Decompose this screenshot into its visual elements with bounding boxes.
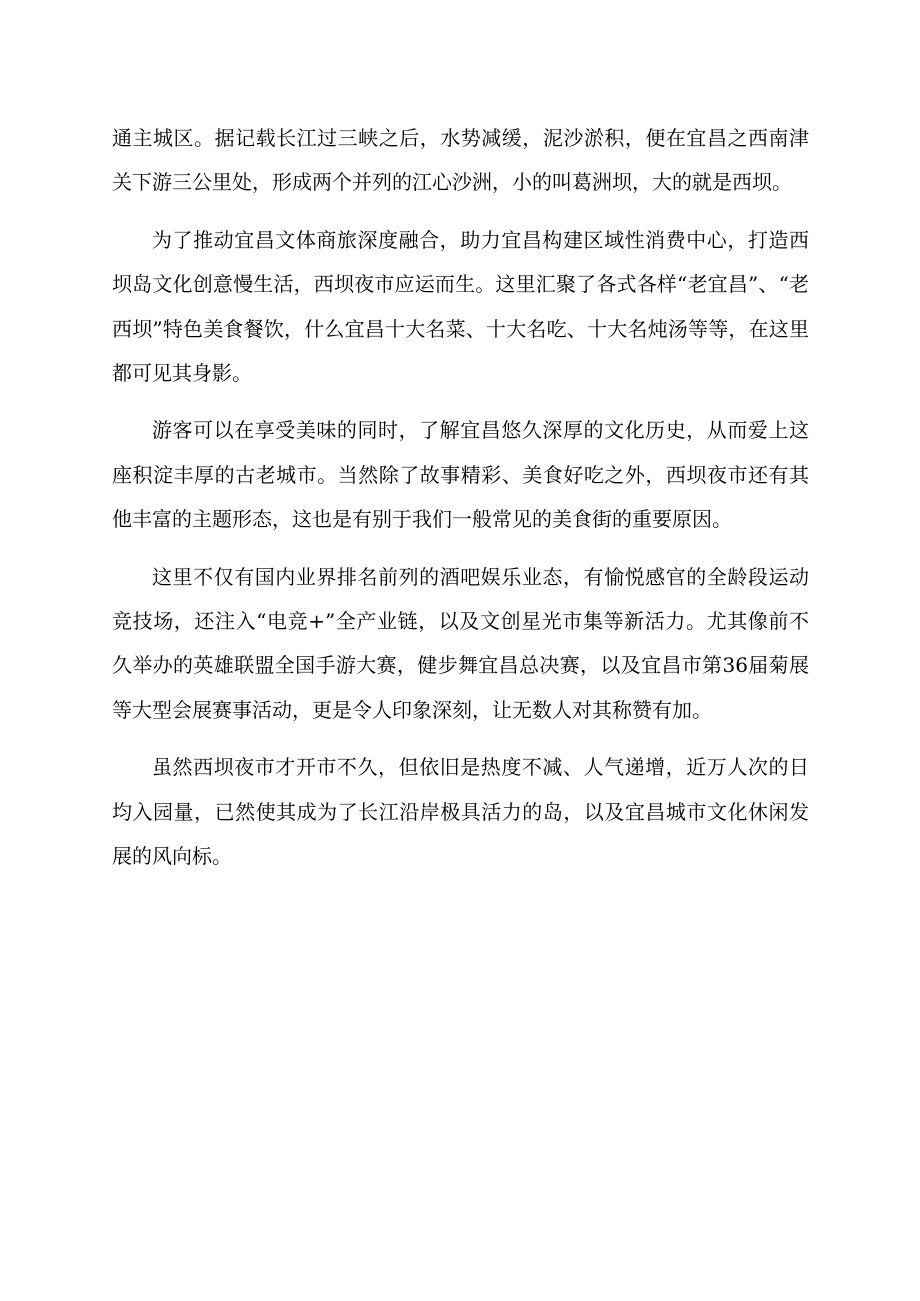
paragraph-4: 这里不仅有国内业界排名前列的酒吧娱乐业态，有愉悦感官的全龄段运动竞技场，还注入“电竞+”全产业链，以及文创星光市集等新活力。尤其像前不久举办的英雄联盟全国手游大赛，健步舞宜昌总决赛，以及宜昌市第36届菊展等大型会展赛事活动，更是令人印象深刻，让无数人对其称赞有加。 xyxy=(112,564,809,722)
paragraph-1: 通主城区。据记载长江过三峡之后，水势减缓，泥沙淤积，便在宜昌之西南津关下游三公里处，形成两个并列的江心沙洲，小的叫葛洲坝，大的就是西坝。 xyxy=(112,126,809,195)
article-body xyxy=(112,116,809,892)
paragraph-3: 游客可以在享受美味的同时，了解宜昌悠久深厚的文化历史，从而爱上这座积淀丰厚的古老城市。当然除了故事精彩、美食好吃之外，西坝夜市还有其他丰富的主题形态，这也是有别于我们一般常见的美食街的重要原因。 xyxy=(112,418,809,532)
paragraph-5: 虽然西坝夜市才开市不久，但依旧是热度不减、人气递增，近万人次的日均入园量，已然使其成为了长江沿岸极具活力的岛，以及宜昌城市文化休闲发展的风向标。 xyxy=(112,755,809,869)
paragraph-2: 为了推动宜昌文体商旅深度融合，助力宜昌构建区域性消费中心，打造西坝岛文化创意慢生活，西坝夜市应运而生。这里汇聚了各式各样“老宜昌”、“老西坝”特色美食餐饮，什么宜昌十大名菜、十大名吃、十大名炖汤等等，在这里都可见其身影。 xyxy=(112,227,809,386)
